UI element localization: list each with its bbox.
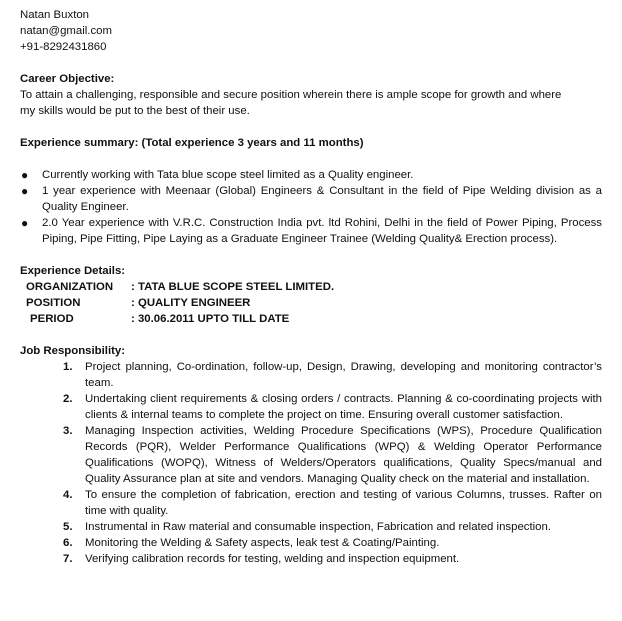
organization-row: [20, 279, 602, 295]
period-value: : 30.06.2011 UPTO TILL DATE: [131, 313, 290, 325]
resume-document: [20, 7, 602, 567]
position-value: : QUALITY ENGINEER: [131, 297, 251, 309]
career-objective-heading: Career Objective:: [20, 73, 115, 85]
list-item: 7. Verifying calibration records for testing, welding and inspection equipment.: [63, 553, 460, 565]
list-item: ● Currently working with Tata blue scope steel limited as a Quality engineer.: [21, 168, 414, 182]
job-responsibility-heading: Job Responsibility:: [20, 345, 126, 357]
bullet-icon: ●: [21, 168, 29, 182]
list-item: 5. Instrumental in Raw material and consumable inspection, Fabrication and related inspection.: [63, 521, 552, 533]
bullet-icon: ●: [21, 184, 29, 198]
organization-value: : TATA BLUE SCOPE STEEL LIMITED.: [131, 281, 335, 293]
contact-phone: +91-8292431860: [20, 41, 107, 53]
period-row: [20, 311, 602, 327]
experience-details-heading: Experience Details:: [20, 265, 126, 277]
job-responsibility-list: [20, 359, 602, 567]
list-item: 6. Monitoring the Welding & Safety aspects, leak test & Coating/Painting.: [63, 537, 440, 549]
list-item: 2. Undertaking client requirements & closing orders / contracts. Planning & co-coordinating projects with clients & internal teams to complete the project on time. Ensuring overall customer satisfaction.: [63, 393, 602, 421]
contact-name: Natan Buxton: [20, 9, 90, 21]
experience-summary-list: [20, 167, 602, 247]
list-item: 4. To ensure the completion of fabrication, erection and testing of various Columns, trusses. Rafter on time with quality.: [63, 489, 602, 517]
list-item: 3. Managing Inspection activities, Welding Procedure Specifications (WPS), Procedure Qualification Records (PQR), Welder Performance Qualifications (WPQ) & Welding Operator Performance Qualifications (WOPQ), Witness of Welders/Operators qualifications, Quality Specs/manual and Quality Assurance plan at site and vendors. Managing Quality check on the material and installation.: [63, 425, 602, 485]
list-item: ● 1 year experience with Meenaar (Global) Engineers & Consultant in the field of Pipe Welding division as a Quality Engineer.: [21, 184, 602, 213]
experience-summary-heading: Experience summary: (Total experience 3 years and 11 months): [20, 137, 364, 149]
list-item: ● 2.0 Year experience with V.R.C. Construction India pvt. ltd Rohini, Delhi in the field of Power Piping, Process Piping, Pipe Fitting, Pipe Laying as a Graduate Engineer Trainee (Welding Quality& Erection process).: [21, 216, 602, 245]
organization-label: ORGANIZATION: [26, 281, 114, 293]
contact-email: natan@gmail.com: [20, 25, 112, 37]
period-label: PERIOD: [30, 313, 74, 325]
bullet-icon: ●: [21, 216, 29, 230]
position-row: [20, 295, 602, 311]
list-item: 1. Project planning, Co-ordination, follow-up, Design, Drawing, developing and monitoring contractor’s team.: [63, 361, 602, 389]
position-label: POSITION: [26, 297, 81, 309]
career-objective-text: To attain a challenging, responsible and secure position wherein there is ample scope for growth and where my skills would be put to the best of their use.: [20, 89, 562, 117]
